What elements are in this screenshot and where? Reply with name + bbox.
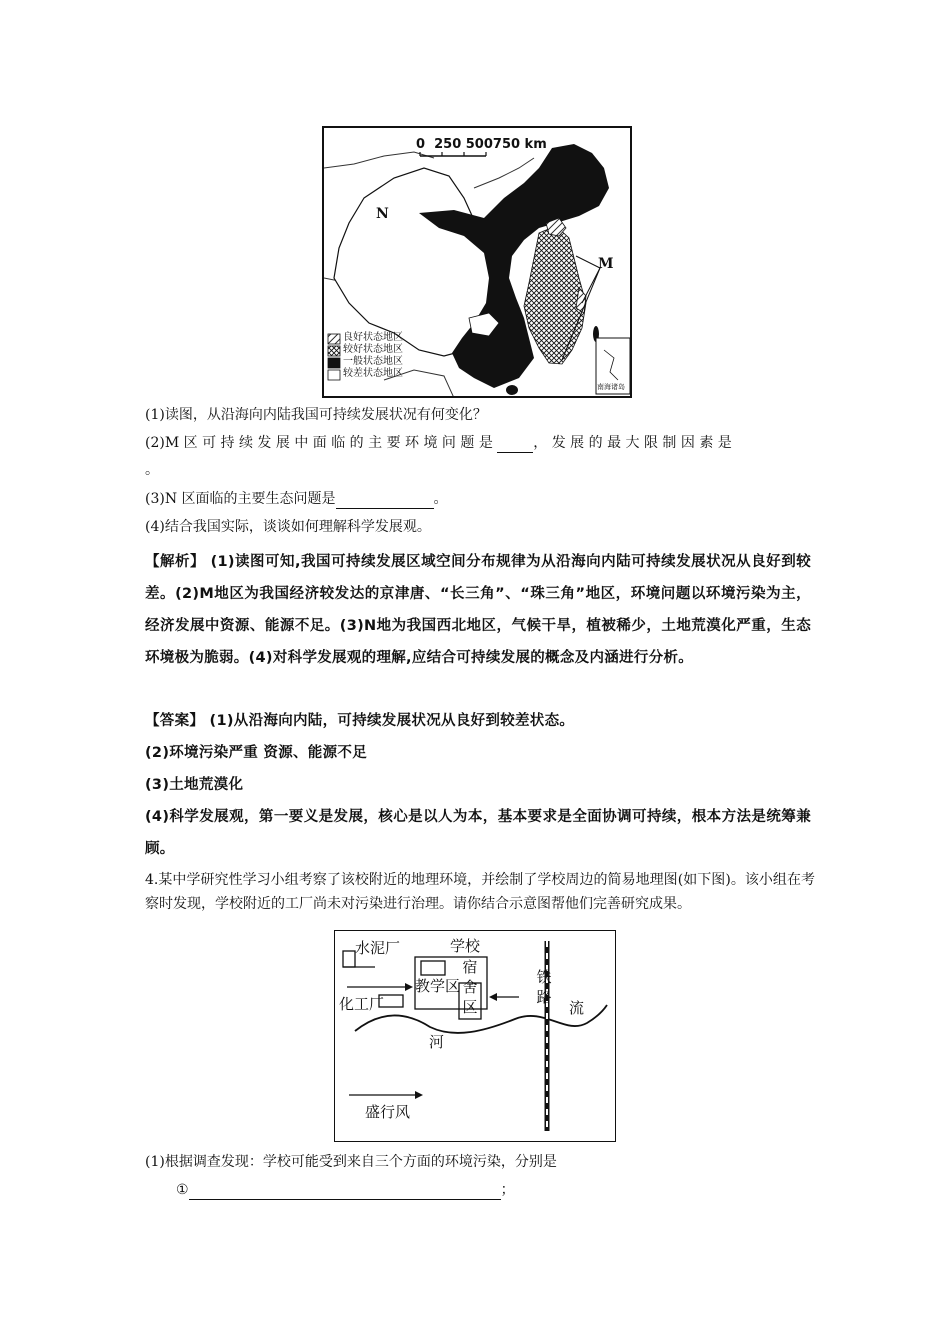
river-label-left: 河 bbox=[429, 1033, 445, 1051]
answer-1: 【答案】 (1)从沿海向内陆，可持续发展状况从良好到较差状态。 bbox=[145, 713, 575, 729]
answer-4: (4)科学发展观，第一要义是发展，核心是以人为本，基本要求是全面协调可持续，根本方法是统筹兼顾。 bbox=[145, 809, 811, 857]
prevailing-wind-label: 盛行风 bbox=[365, 1103, 411, 1121]
answer-blank[interactable] bbox=[336, 492, 434, 509]
question-4-intro: 4.某中学研究性学习小组考察了该校附近的地理环境，并绘制了学校周边的简易地理图(如下图)。该小组在考察时发现，学校附近的工厂尚未对污染进行治理。请你结合示意图帮他们完善研究成果。 bbox=[145, 872, 815, 912]
question-1: (1)读图，从沿海向内陆我国可持续发展状况有何变化？ bbox=[145, 407, 487, 423]
legend-item: 良好状态地区 bbox=[343, 332, 403, 343]
legend-item: 一般状态地区 bbox=[343, 356, 403, 367]
map-label-m: M bbox=[598, 256, 614, 272]
map-scale-label: 0 250 500750 km bbox=[416, 137, 547, 152]
answer-blank[interactable] bbox=[189, 1183, 501, 1200]
map-legend bbox=[343, 332, 403, 380]
railway-label: 铁路 bbox=[536, 968, 552, 1006]
cement-plant-label: 水泥厂 bbox=[355, 939, 401, 957]
answer-2: (2)环境污染严重 资源、能源不足 bbox=[145, 745, 367, 761]
question-3 bbox=[145, 489, 448, 509]
answer-blank[interactable] bbox=[497, 436, 533, 453]
china-sustainability-map bbox=[322, 126, 632, 398]
question-2 bbox=[145, 433, 732, 453]
question-2-part-a: (2)M 区 可 持 续 发 展 中 面 临 的 主 要 环 境 问 题 是 bbox=[145, 435, 493, 451]
question-4-sub-1: (1)根据调查发现：学校可能受到来自三个方面的环境污染，分别是 bbox=[145, 1154, 557, 1170]
school-sketch-map bbox=[334, 930, 616, 1142]
question-2-part-b: ， 发 展 的 最 大 限 制 因 素 是 bbox=[533, 435, 732, 451]
legend-item: 较好状态地区 bbox=[343, 344, 403, 355]
question-2-end: 。 bbox=[145, 462, 159, 478]
question-4: (4)结合我国实际，谈谈如何理解科学发展观。 bbox=[145, 519, 431, 535]
answer-3: (3)土地荒漠化 bbox=[145, 777, 244, 793]
answer-item-1 bbox=[176, 1180, 515, 1200]
school-label: 学校 bbox=[450, 937, 481, 955]
map-label-n: N bbox=[376, 206, 389, 222]
teaching-area-label: 教学区 bbox=[415, 977, 461, 995]
analysis-paragraph: 【解析】 (1)读图可知,我国可持续发展区域空间分布规律为从沿海向内陆可持续发展状况从良好到较差。(2)M地区为我国经济较发达的京津唐、“长三角”、“珠三角”地区，环境问题以环境污染为主，经济发展中资源、能源不足。(3)N地为我国西北地区，气候干旱，植被稀少，土地荒漠化严重，生态环境极为脆弱。(4)对科学发展观的理解,应结合可持续发展的概念及内涵进行分析。 bbox=[145, 554, 811, 666]
river-label-right: 流 bbox=[569, 999, 585, 1017]
question-3-part-a: (3)N 区面临的主要生态问题是 bbox=[145, 491, 336, 507]
legend-item: 较差状态地区 bbox=[343, 368, 403, 379]
dorm-label: 宿舍区 bbox=[462, 958, 478, 1016]
good-region bbox=[524, 226, 586, 364]
item-marker: ① bbox=[176, 1182, 189, 1198]
item-end-punct: ； bbox=[500, 1182, 515, 1198]
question-3-part-b: 。 bbox=[433, 491, 448, 507]
inset-label: 南海诸岛 bbox=[597, 383, 625, 391]
chemical-plant-label: 化工厂 bbox=[339, 995, 385, 1013]
